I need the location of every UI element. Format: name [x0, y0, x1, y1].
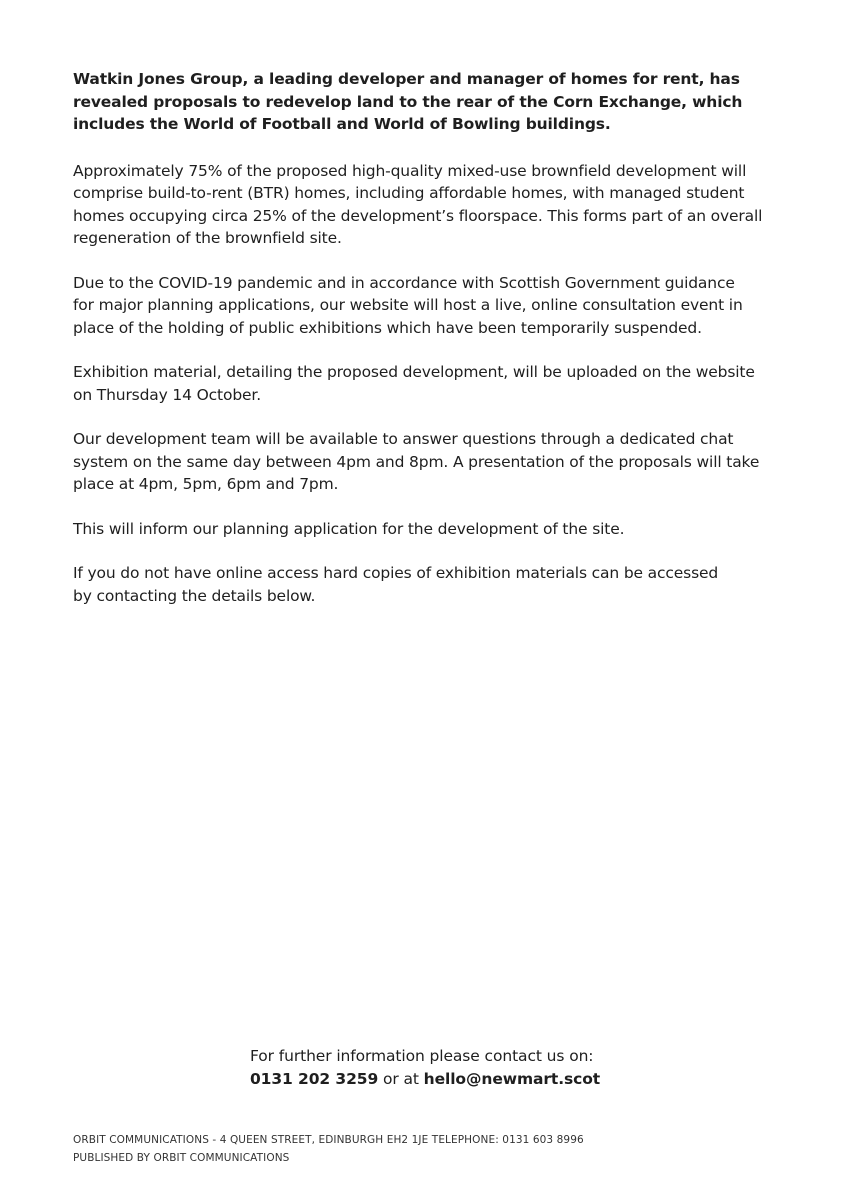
- footer-publisher: PUBLISHED BY ORBIT COMMUNICATIONS: [73, 1152, 290, 1164]
- contact-intro: For further information please contact us on:: [250, 1047, 594, 1065]
- document-body: [73, 68, 789, 629]
- paragraph-planning-application: This will inform our planning application for the development of the site.: [73, 519, 625, 538]
- paragraph-chat-presentation: Our development team will be available to answer questions through a dedicated chat system on the same day between 4pm and 8pm. A presentation of the proposals will take place at 4pm, 5pm, 6pm and 7pm.: [73, 430, 760, 493]
- contact-phone[interactable]: 0131 202 3259: [250, 1070, 379, 1088]
- contact-block: [250, 1045, 670, 1091]
- paragraph-exhibition-material: Exhibition material, detailing the proposed development, will be uploaded on the website on Thursday 14 October.: [73, 363, 755, 404]
- lead-paragraph: Watkin Jones Group, a leading developer and manager of homes for rent, has revealed proposals to redevelop land to the rear of the Corn Exchange, which includes the World of Football and World of Bowling buildings.: [73, 70, 743, 133]
- paragraph-hard-copies: If you do not have online access hard copies of exhibition materials can be accessed by contacting the details below.: [73, 564, 719, 605]
- footer-address: ORBIT COMMUNICATIONS - 4 QUEEN STREET, EDINBURGH EH2 1JE TELEPHONE: 0131 603 8996: [73, 1134, 584, 1146]
- paragraph-covid-consultation: Due to the COVID-19 pandemic and in accordance with Scottish Government guidance for major planning applications, our website will host a live, online consultation event in place of the holding of public exhibitions which have been temporarily suspended.: [73, 273, 743, 337]
- paragraph-development-mix: Approximately 75% of the proposed high-quality mixed-use brownfield development will comprise build-to-rent (BTR) homes, including affordable homes, with managed student homes occupying circa 25% of the development’s floorspace. This forms part of an overall regeneration of the brownfield site.: [73, 161, 763, 247]
- contact-connector: or at: [378, 1070, 424, 1088]
- contact-details: [250, 1068, 670, 1091]
- footer: [73, 1131, 773, 1167]
- contact-email[interactable]: hello@newmart.scot: [423, 1070, 601, 1088]
